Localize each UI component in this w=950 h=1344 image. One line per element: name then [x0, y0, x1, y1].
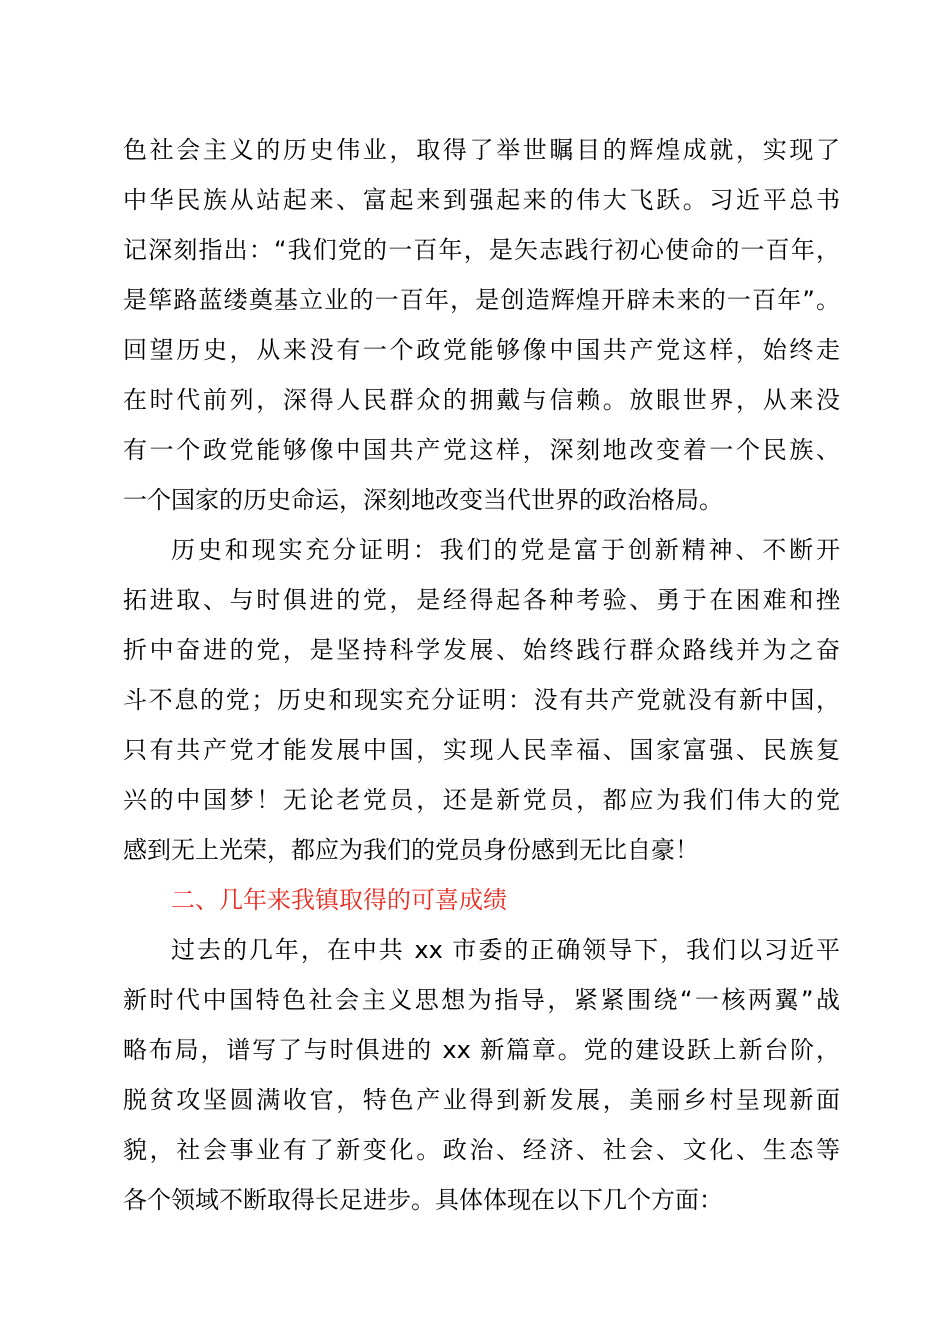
text-line: 历史和现实充分证明：我们的党是富于创新精神、不断开	[171, 536, 840, 564]
text-line: 记深刻指出：“我们党的一百年，是矢志践行初心使命的一百年，	[123, 236, 840, 264]
text-line: 是筚路蓝缕奠基立业的一百年，是创造辉煌开辟未来的一百年”。	[123, 286, 840, 314]
section-heading: 二、几年来我镇取得的可喜成绩	[171, 886, 507, 914]
text-line: 回望历史，从来没有一个政党能够像中国共产党这样，始终走	[123, 336, 840, 364]
text-line: 色社会主义的历史伟业，取得了举世瞩目的辉煌成就，实现了	[123, 136, 840, 164]
paragraph-history-proof	[123, 525, 840, 875]
text-line: 一个国家的历史命运，深刻地改变当代世界的政治格局。	[123, 486, 723, 514]
text-line: 各个领域不断取得长足进步。具体体现在以下几个方面：	[123, 1186, 723, 1214]
text-line: 貌，社会事业有了新变化。政治、经济、社会、文化、生态等	[123, 1136, 840, 1164]
text-line: 有一个政党能够像中国共产党这样，深刻地改变着一个民族、	[123, 436, 840, 464]
document-body	[123, 125, 840, 1225]
text-line: 在时代前列，深得人民群众的拥戴与信赖。放眼世界，从来没	[123, 386, 840, 414]
text-line: 中华民族从站起来、富起来到强起来的伟大飞跃。习近平总书	[123, 186, 840, 214]
text-line: 兴的中国梦！无论老党员，还是新党员，都应为我们伟大的党	[123, 786, 840, 814]
text-line: 脱贫攻坚圆满收官，特色产业得到新发展，美丽乡村呈现新面	[123, 1086, 840, 1114]
text-line: 拓进取、与时俱进的党，是经得起各种考验、勇于在困难和挫	[123, 586, 840, 614]
paragraph-achievements	[123, 925, 840, 1225]
text-line: 只有共产党才能发展中国，实现人民幸福、国家富强、民族复	[123, 736, 840, 764]
paragraph-party-history	[123, 125, 840, 525]
text-line: 折中奋进的党，是坚持科学发展、始终践行群众路线并为之奋	[123, 636, 840, 664]
text-line: 斗不息的党；历史和现实充分证明：没有共产党就没有新中国，	[123, 686, 840, 714]
text-line: 过去的几年，在中共 xx 市委的正确领导下，我们以习近平	[171, 936, 840, 964]
text-line: 略布局，谱写了与时俱进的 xx 新篇章。党的建设跃上新台阶，	[123, 1036, 840, 1064]
text-line: 新时代中国特色社会主义思想为指导，紧紧围绕“一核两翼”战	[123, 986, 840, 1014]
text-line: 感到无上光荣，都应为我们的党员身份感到无比自豪！	[123, 836, 699, 864]
